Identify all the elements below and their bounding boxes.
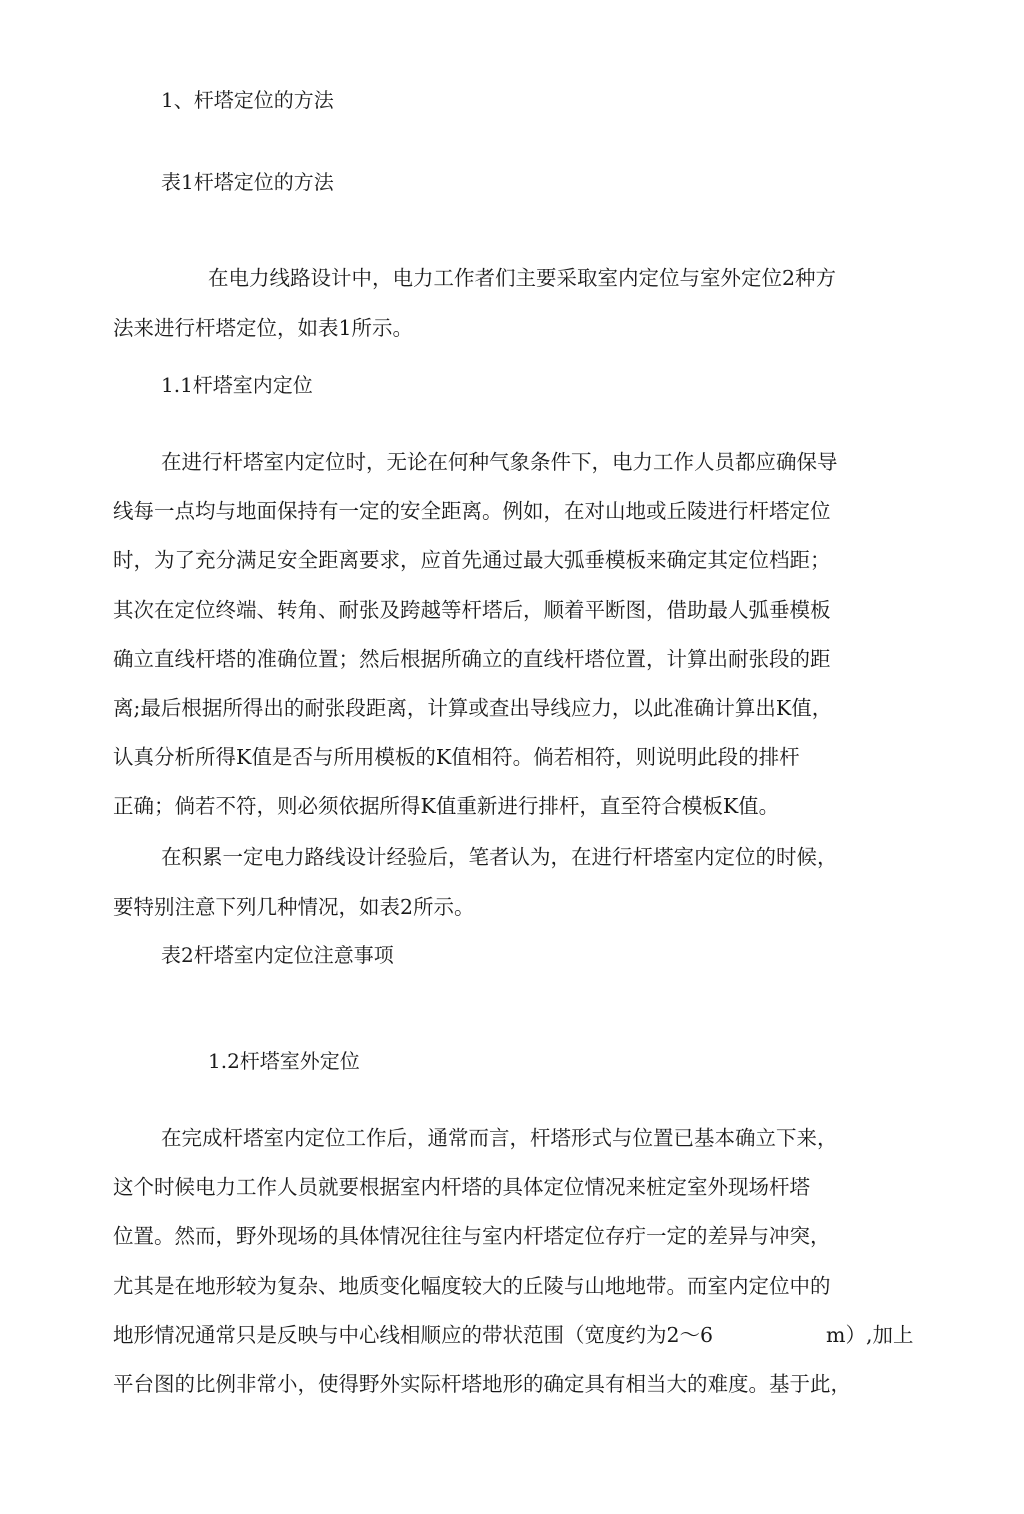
- p2-line-2: 要特别注意下列几种情况，如表2所示。: [113, 895, 475, 919]
- p3-line-4: 尤其是在地形较为复杂、地质变化幅度较大的丘陵与山地地带。而室内定位中的: [113, 1274, 831, 1298]
- table-2-caption: 表2杆塔室内定位注意事项: [161, 943, 394, 967]
- p2-line-1: 在积累一定电力路线设计经验后，笔者认为，在进行杆塔室内定位的时候，: [161, 845, 838, 869]
- p1-line-5: 确立直线杆塔的准确位置；然后根据所确立的直线杆塔位置，计算出耐张段的距: [113, 647, 831, 671]
- intro-line-2: 法来进行杆塔定位，如表1所示。: [113, 316, 414, 340]
- section-1-title: 1、杆塔定位的方法: [161, 88, 334, 112]
- p1-line-3: 时，为了充分满足安全距离要求，应首先通过最大弧垂模板来确定其定位档距；: [113, 548, 831, 572]
- p1-line-7: 认真分析所得K值是否与所用模板的K值相符。倘若相符，则说明此段的排杆: [113, 745, 800, 769]
- p1-line-2: 线每一点均与地面保持有一定的安全距离。例如，在对山地或丘陵进行杆塔定位: [113, 499, 831, 523]
- p1-line-8: 正确；倘若不符，则必须依据所得K值重新进行排杆，直至符合模板K值。: [113, 794, 780, 818]
- p1-line-4: 其次在定位终端、转角、耐张及跨越等杆塔后，顺着平断图，借助最人弧垂模板: [113, 598, 831, 622]
- section-1-1-title: 1.1杆塔室内定位: [161, 373, 313, 397]
- p3-line-5-tail: m）,加上: [826, 1323, 914, 1347]
- table-1-caption: 表1杆塔定位的方法: [161, 170, 334, 194]
- p3-line-5: 地形情况通常只是反映与中心线相顺应的带状范围（宽度约为2～6: [113, 1323, 714, 1347]
- p3-line-3: 位置。然而，野外现场的具体情况往往与室内杆塔定位存疔一定的差异与冲突，: [113, 1224, 831, 1248]
- p1-line-6: 离;最后根据所得出的耐张段距离，计算或查出导线应力，以此准确计算出K值，: [113, 696, 833, 720]
- section-1-2-title: 1.2杆塔室外定位: [208, 1049, 360, 1073]
- p3-line-2: 这个时候电力工作人员就要根据室内杆塔的具体定位情况来桩定室外现场杆塔: [113, 1175, 810, 1199]
- intro-line-1: 在电力线路设计中，电力工作者们主要采取室内定位与室外定位2种方: [208, 266, 837, 290]
- p3-line-1: 在完成杆塔室内定位工作后，通常而言，杆塔形式与位置已基本确立下来，: [161, 1126, 838, 1150]
- p1-line-1: 在进行杆塔室内定位时，无论在何种气象条件下，电力工作人员都应确保导: [161, 450, 838, 474]
- p3-line-6: 平台图的比例非常小，使得野外实际杆塔地形的确定具有相当大的难度。基于此，: [113, 1372, 851, 1396]
